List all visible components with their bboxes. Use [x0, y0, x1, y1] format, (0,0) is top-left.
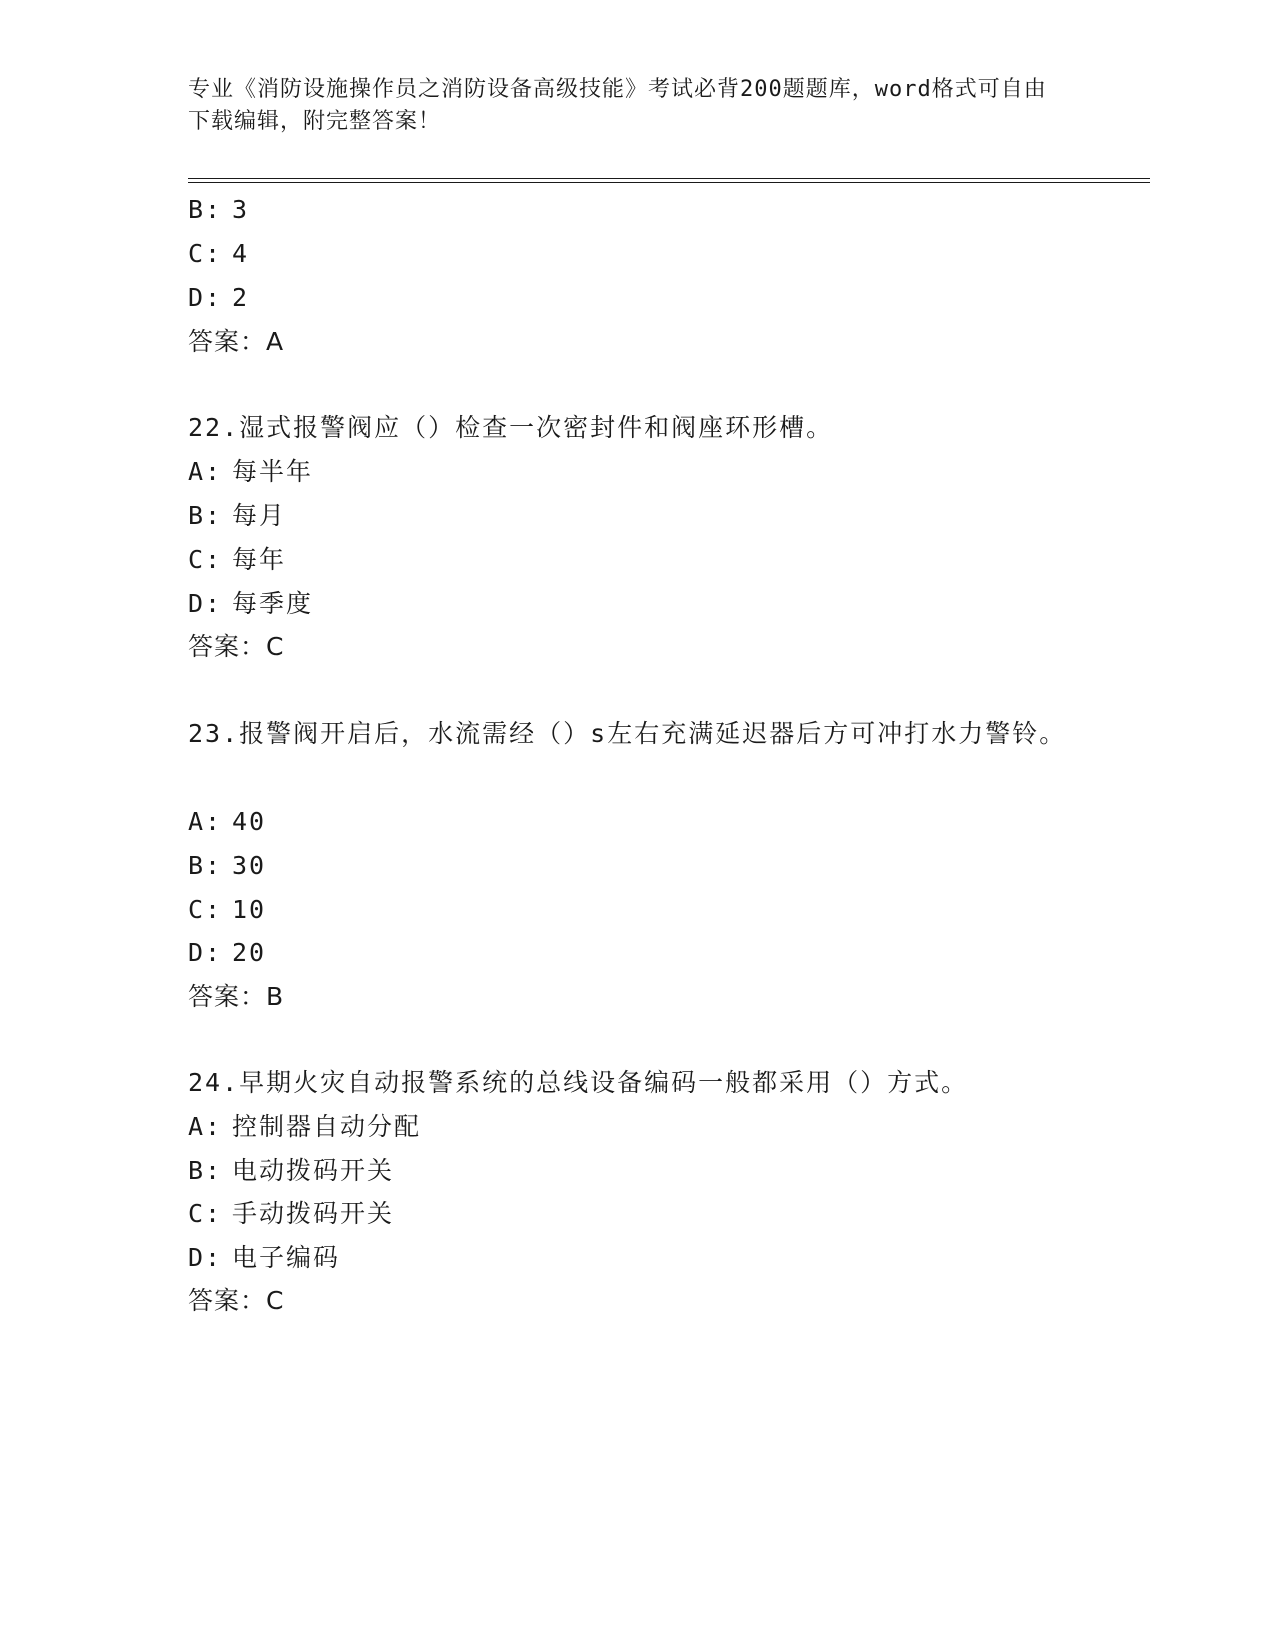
option-c — [188, 893, 266, 927]
answer-line: 答案：C — [188, 1286, 285, 1315]
document-header: 专业《消防设施操作员之消防设备高级技能》考试必背200题题库，word格式可自由下载编辑，附完整答案！ — [188, 77, 1047, 134]
answer-line: 答案：A — [188, 327, 285, 356]
question-stem: 23.报警阀开启后，水流需经（）s左右充满延迟器后方可冲打水力警铃。 — [188, 719, 1067, 748]
option-c — [188, 237, 249, 271]
option-b — [188, 193, 249, 227]
option-text: 手动拨码开关 — [232, 1199, 395, 1228]
option-a — [188, 455, 313, 489]
option-text: 电子编码 — [232, 1243, 341, 1272]
option-text: 控制器自动分配 — [232, 1112, 422, 1141]
option-letter: D: — [188, 283, 223, 312]
option-letter: A: — [188, 807, 223, 836]
option-text: 20 — [232, 938, 267, 967]
option-text: 每月 — [232, 501, 287, 530]
option-text: 40 — [232, 807, 267, 836]
option-letter: B: — [188, 851, 223, 880]
option-letter: D: — [188, 589, 223, 618]
option-text: 2 — [232, 283, 250, 312]
option-b — [188, 1154, 394, 1188]
option-c — [188, 543, 286, 577]
option-text: 30 — [232, 851, 267, 880]
header-divider-bottom — [188, 182, 1150, 183]
option-text: 10 — [232, 895, 267, 924]
option-letter: C: — [188, 545, 223, 574]
option-c — [188, 1197, 394, 1231]
option-letter: D: — [188, 1243, 223, 1272]
answer-line: 答案：B — [188, 982, 285, 1011]
option-b — [188, 849, 266, 883]
option-b — [188, 499, 286, 533]
option-a — [188, 805, 266, 839]
option-letter: D: — [188, 938, 223, 967]
question-stem: 22.湿式报警阀应（）检查一次密封件和阀座环形槽。 — [188, 413, 834, 442]
option-letter: B: — [188, 501, 223, 530]
option-a — [188, 1110, 421, 1144]
option-letter: C: — [188, 239, 223, 268]
option-d — [188, 936, 266, 970]
option-letter: C: — [188, 1199, 223, 1228]
option-d — [188, 587, 313, 621]
option-letter: C: — [188, 895, 223, 924]
option-letter: B: — [188, 1156, 223, 1185]
answer-line: 答案：C — [188, 632, 285, 661]
option-d — [188, 281, 249, 315]
option-text: 4 — [232, 239, 250, 268]
option-letter: A: — [188, 457, 223, 486]
option-text: 每年 — [232, 545, 287, 574]
option-d — [188, 1241, 340, 1275]
option-text: 每半年 — [232, 457, 314, 486]
option-letter: A: — [188, 1112, 223, 1141]
header-divider-top — [188, 178, 1150, 179]
option-text: 3 — [232, 195, 250, 224]
option-text: 电动拨码开关 — [232, 1156, 395, 1185]
question-stem: 24.早期火灾自动报警系统的总线设备编码一般都采用（）方式。 — [188, 1068, 969, 1097]
option-text: 每季度 — [232, 589, 314, 618]
option-letter: B: — [188, 195, 223, 224]
